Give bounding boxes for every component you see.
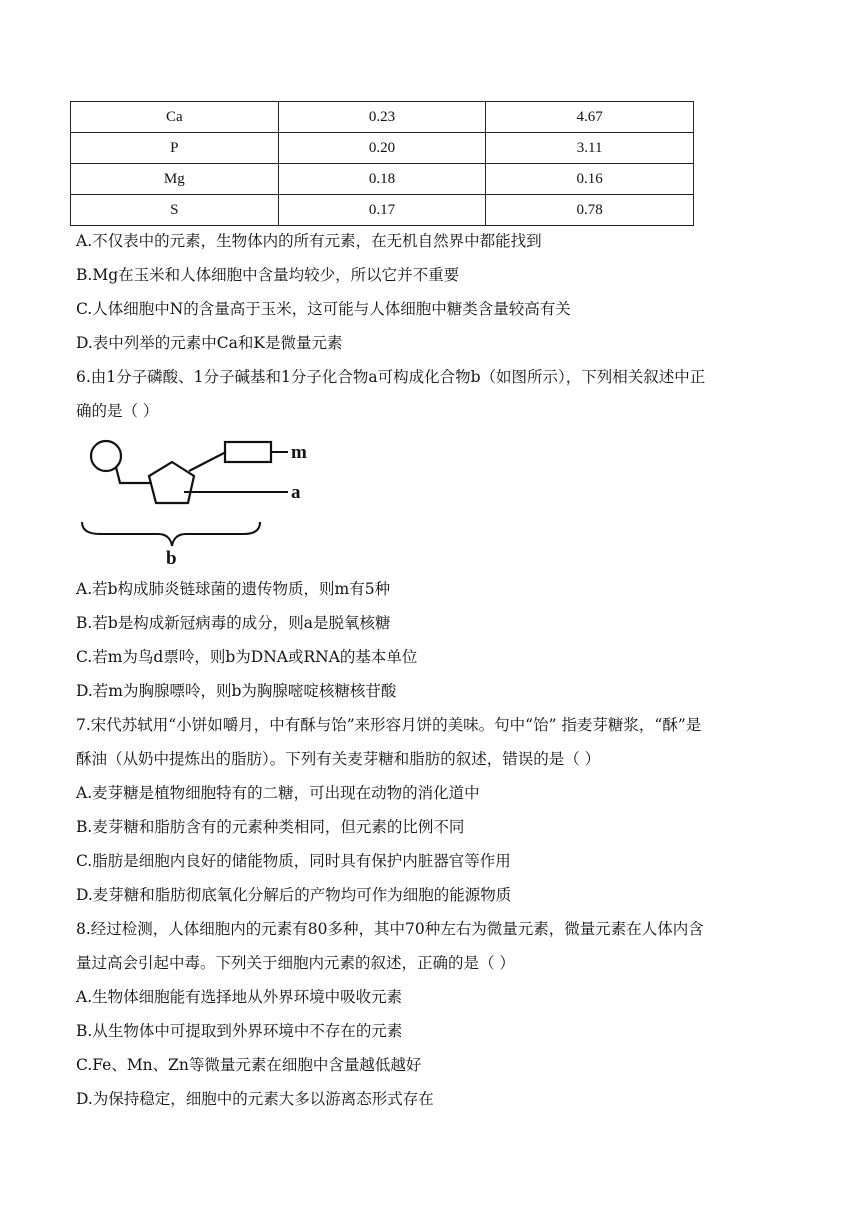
q7-stem-line-1: 7.宋代苏轼用“小饼如嚼月，中有酥与饴”来形容月饼的美味。句中“饴” 指麦芽糖浆，“酥”是 xyxy=(76,716,702,734)
q7-option-a: A.麦芽糖是植物细胞特有的二糖，可出现在动物的消化道中 xyxy=(76,784,480,802)
table-cell-human: 0.16 xyxy=(486,164,694,195)
table-row xyxy=(71,195,694,226)
b-brace xyxy=(82,522,260,546)
q6-option-d: D.若m为胸腺嘌呤，则b为胸腺嘧啶核糖核苷酸 xyxy=(76,682,397,700)
question-5-and-6-text xyxy=(76,224,796,428)
q8-stem-line-2: 量过高会引起中毒。下列关于细胞内元素的叙述，正确的是（ ） xyxy=(76,954,515,972)
phosphate-circle xyxy=(91,441,121,471)
q8-stem-line-1: 8.经过检测，人体细胞内的元素有80多种，其中70种左右为微量元素，微量元素在人体内含 xyxy=(76,920,704,938)
table-cell-element: S xyxy=(71,195,279,226)
label-a: a xyxy=(291,482,301,503)
q6-stem-line-2: 确的是（ ） xyxy=(76,402,159,420)
q5-option-b: B.Mg在玉米和人体细胞中含量均较少，所以它并不重要 xyxy=(76,266,460,284)
table-row xyxy=(71,102,694,133)
base-bond-line xyxy=(189,452,226,471)
table-cell-element: Mg xyxy=(71,164,279,195)
q7-stem-line-2: 酥油（从奶中提炼出的脂肪）。下列有关麦芽糖和脂肪的叙述，错误的是（ ） xyxy=(76,750,601,768)
q6-option-c: C.若m为鸟d票呤，则b为DNA或RNA的基本单位 xyxy=(76,648,418,666)
table-row xyxy=(71,164,694,195)
pentose-sugar-pentagon xyxy=(149,462,194,503)
q8-option-a: A.生物体细胞能有选择地从外界环境中吸收元素 xyxy=(76,988,403,1006)
table-cell-element: P xyxy=(71,133,279,164)
q8-option-d: D.为保持稳定，细胞中的元素大多以游离态形式存在 xyxy=(76,1090,434,1108)
q8-option-b: B.从生物体中可提取到外界环境中不存在的元素 xyxy=(76,1022,403,1040)
table-cell-human: 4.67 xyxy=(486,102,694,133)
table-row xyxy=(71,133,694,164)
table-cell-human: 3.11 xyxy=(486,133,694,164)
element-content-table xyxy=(70,101,694,226)
label-m: m xyxy=(291,442,307,463)
q5-option-a: A.不仅表中的元素，生物体内的所有元素，在无机自然界中都能找到 xyxy=(76,232,542,250)
questions-6-to-8-text xyxy=(76,572,796,1116)
table-cell-corn: 0.18 xyxy=(278,164,486,195)
table-cell-human: 0.78 xyxy=(486,195,694,226)
table-cell-corn: 0.17 xyxy=(278,195,486,226)
table-cell-corn: 0.20 xyxy=(278,133,486,164)
q7-option-d: D.麦芽糖和脂肪彻底氧化分解后的产物均可作为细胞的能源物质 xyxy=(76,886,512,904)
label-b: b xyxy=(166,548,177,569)
q5-option-c: C.人体细胞中N的含量高于玉米，这可能与人体细胞中糖类含量较高有关 xyxy=(76,300,571,318)
q5-option-d: D.表中列举的元素中Ca和K是微量元素 xyxy=(76,334,343,352)
q8-option-c: C.Fe、Mn、Zn等微量元素在细胞中含量越低越好 xyxy=(76,1056,422,1074)
q7-option-b: B.麦芽糖和脂肪含有的元素种类相同，但元素的比例不同 xyxy=(76,818,465,836)
q6-option-b: B.若b是构成新冠病毒的成分，则a是脱氧核糖 xyxy=(76,614,391,632)
table-cell-corn: 0.23 xyxy=(278,102,486,133)
table-cell-element: Ca xyxy=(71,102,279,133)
phosphate-bond-line xyxy=(116,467,152,483)
nucleotide-diagram xyxy=(76,430,336,570)
q6-stem-line-1: 6.由1分子磷酸、1分子碱基和1分子化合物a可构成化合物b（如图所示），下列相关叙述中正 xyxy=(76,368,706,386)
q7-option-c: C.脂肪是细胞内良好的储能物质，同时具有保护内脏器官等作用 xyxy=(76,852,511,870)
q6-option-a: A.若b构成肺炎链球菌的遗传物质，则m有5种 xyxy=(76,580,391,598)
base-rectangle xyxy=(225,442,271,462)
